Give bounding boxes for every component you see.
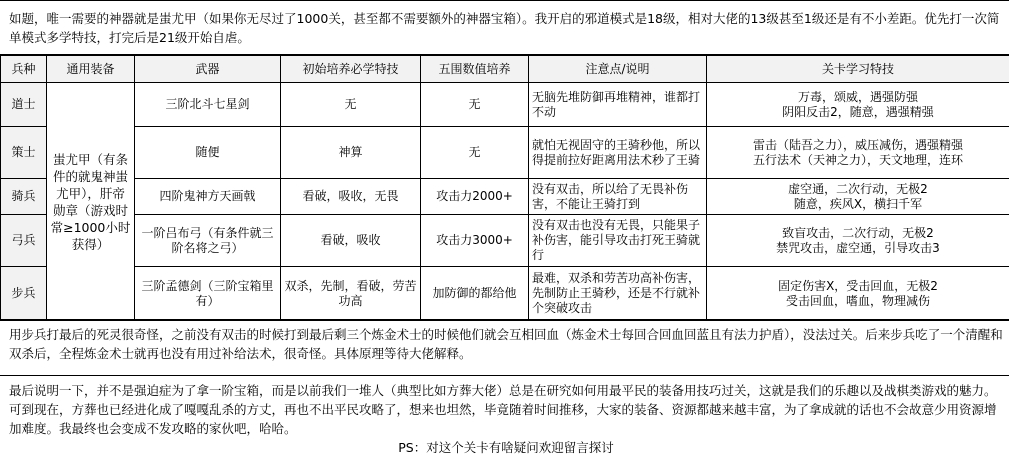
unit-table — [0, 55, 1009, 321]
common-equipment-cell: 蚩尤甲（有条件的就鬼神蚩尤甲），肝帝勋章（游戏时常≥1000小时获得） — [47, 83, 135, 321]
note-cell: 没有双击也没有无畏，只能果子补伤害，能引导攻击打死王骑就行 — [529, 215, 707, 267]
table-row — [1, 179, 1009, 215]
learn-cell: 雷击（陆吾之力），威压减伤，遇强精强 五行法术（天神之力），天文地理，连环 — [707, 127, 1009, 179]
note-cell: 没有双击，所以给了无畏补伤害，不能让王骑打到 — [529, 179, 707, 215]
stat-cell: 无 — [421, 127, 529, 179]
header-stage-skills: 关卡学习特技 — [707, 56, 1009, 83]
header-stat-training: 五围数值培养 — [421, 56, 529, 83]
learn-cell: 固定伤害X，受击回血，无极2 受击回血，嗜血，物理减伤 — [707, 267, 1009, 321]
unit-cell: 骑兵 — [1, 179, 47, 215]
weapon-cell: 四阶鬼神方天画戟 — [135, 179, 281, 215]
table-row — [1, 215, 1009, 267]
skill-cell: 神算 — [281, 127, 421, 179]
unit-cell: 步兵 — [1, 267, 47, 321]
weapon-cell: 三阶北斗七星剑 — [135, 83, 281, 127]
unit-cell: 道士 — [1, 83, 47, 127]
learn-cell: 虚空通，二次行动，无极2 随意，疾风X，横扫千军 — [707, 179, 1009, 215]
ps-line: PS：对这个关卡有啥疑问欢迎留言探讨 — [398, 440, 614, 455]
unit-cell: 策士 — [1, 127, 47, 179]
learn-cell: 万毒，颂威，遇强防强 阴阳反击2，随意，遇强精强 — [707, 83, 1009, 127]
table-row — [1, 83, 1009, 127]
intro-paragraph: 如题，唯一需要的神器就是蚩尤甲（如果你无尽过了1000关，甚至都不需要额外的神器宝箱）。我开启的邪道模式是18级，相对大佬的13级甚至1级还是有不小差距。优先打一次简单模式多学特技，打完后是21级开始自虐。 — [0, 0, 1009, 55]
closing-section — [0, 376, 1009, 463]
note-cell: 最难，双杀和劳苦功高补伤害，先制防止王骑秒，还是不行就补个突破攻击 — [529, 267, 707, 321]
stat-cell: 加防御的都给他 — [421, 267, 529, 321]
header-initial-skill: 初始培养必学特技 — [281, 56, 421, 83]
table-header-row — [1, 56, 1009, 83]
skill-cell: 无 — [281, 83, 421, 127]
skill-cell: 看破，吸收 — [281, 215, 421, 267]
weapon-cell: 随便 — [135, 127, 281, 179]
note-cell: 无脑先堆防御再堆精神，谁都打不动 — [529, 83, 707, 127]
weapon-cell: 一阶吕布弓（有条件就三阶名将之弓） — [135, 215, 281, 267]
header-common-equipment: 通用装备 — [47, 56, 135, 83]
learn-cell: 致盲攻击，二次行动，无极2 禁咒攻击，虚空通，引导攻击3 — [707, 215, 1009, 267]
closing-paragraph: 最后说明一下，并不是强迫症为了拿一阶宝箱，而是以前我们一堆人（典型比如方葬大佬）总是在研究如何用最平民的装备用技巧过关，这就是我们的乐趣以及战棋类游戏的魅力。可到现在，方葬也已经进化成了嘎嘎乱杀的方丈，再也不出平民攻略了，想来也坦然，毕竟随着时间推移，大家的装备、资源都越来越丰富，为了拿成就的话也不会故意少用资源增加难度。我最终也会变成不发攻略的家伙吧，哈哈。 — [9, 383, 997, 436]
skill-cell: 看破，吸收，无畏 — [281, 179, 421, 215]
alchemist-note-paragraph: 用步兵打最后的死灵很奇怪，之前没有双击的时候打到最后剩三个炼金术士的时候他们就会互相回血（炼金术士每回合回血回蓝且有法力护盾），没法过关。后来步兵吃了一个清醒和双杀后，全程炼金术士就再也没有用过补给法术，很奇怪。具体原理等待大佬解释。 — [0, 319, 1009, 376]
skill-cell: 双杀，先制，看破，劳苦功高 — [281, 267, 421, 321]
note-cell: 就怕无视固守的王骑秒他，所以得提前拉好距离用法术秒了王骑 — [529, 127, 707, 179]
weapon-cell: 三阶孟德剑（三阶宝箱里有） — [135, 267, 281, 321]
table-row — [1, 127, 1009, 179]
unit-cell: 弓兵 — [1, 215, 47, 267]
table-row — [1, 267, 1009, 321]
stat-cell: 无 — [421, 83, 529, 127]
stat-cell: 攻击力2000+ — [421, 179, 529, 215]
header-unit: 兵种 — [1, 56, 47, 83]
stat-cell: 攻击力3000+ — [421, 215, 529, 267]
header-notes: 注意点/说明 — [529, 56, 707, 83]
header-weapon: 武器 — [135, 56, 281, 83]
